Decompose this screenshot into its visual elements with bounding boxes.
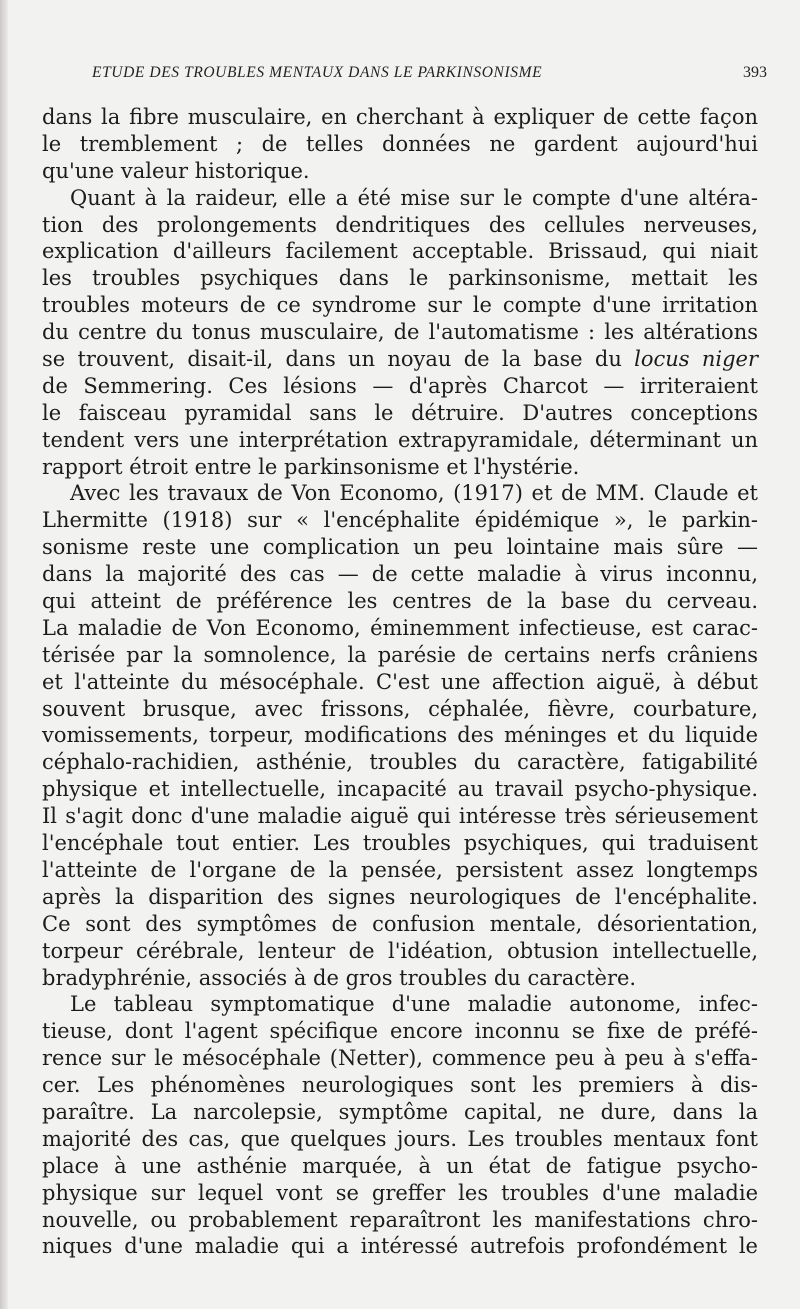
page-edge-shadow — [0, 0, 8, 1309]
text-line: dans la majorité des cas — de cette maladie à virus inconnu, — [42, 562, 758, 587]
text-line: tion des prolongements dendritiques des cellules nerveuses, — [42, 212, 758, 237]
text-line: les troubles psychiques dans le parkinsonisme, mettait les — [42, 266, 758, 291]
text-line: tendent vers une interprétation extrapyramidale, déterminant un — [42, 427, 758, 452]
text-line: après la disparition des signes neurologiques de l'encéphalite. — [42, 884, 758, 909]
text-line: sonisme reste une complication un peu lointaine mais sûre — — [42, 535, 758, 560]
text-line: souvent brusque, avec frissons, céphalée, fièvre, courbature, — [42, 696, 758, 721]
italic-term: locus niger — [634, 347, 759, 372]
text-line: torpeur cérébrale, lenteur de l'idéation, obtusion intellectuelle, — [42, 938, 758, 963]
text-line: l'encéphale tout entier. Les troubles psychiques, qui traduisent — [42, 831, 758, 856]
running-head-title: ETUDE DES TROUBLES MENTAUX DANS LE PARKINSONISME — [92, 64, 543, 81]
text-line: Avec les travaux de Von Economo, (1917) et de MM. Claude et — [70, 481, 758, 506]
text-line: La maladie de Von Economo, éminemment infectieuse, est carac- — [42, 615, 758, 640]
text-line: dans la fibre musculaire, en cherchant à expliquer de cette façon — [42, 105, 758, 129]
text-line: Il s'agit donc d'une maladie aiguë qui intéresse très sérieusement — [42, 804, 758, 829]
text-line: bradyphrénie, associés à de gros troubles du caractère. — [42, 965, 637, 990]
text-line: tieuse, dont l'agent spécifique encore inconnu se fixe de préfé- — [42, 1019, 758, 1044]
text-line: du centre du tonus musculaire, de l'automatisme : les altérations — [42, 320, 758, 345]
text-line: vomissements, torpeur, modifications des méninges et du liquide — [42, 723, 758, 748]
text-line: physique et intellectuelle, incapacité au travail psycho-physique. — [42, 777, 758, 802]
text-line: cer. Les phénomènes neurologiques sont les premiers à dis- — [42, 1073, 758, 1098]
text-line: qui atteint de préférence les centres de la base du cerveau. — [42, 589, 758, 614]
text-line: niques d'une maladie qui a intéressé autrefois profondément le — [42, 1234, 758, 1259]
text-line: rence sur le mésocéphale (Netter), commence peu à peu à s'effa- — [42, 1046, 758, 1071]
text-line: et l'atteinte du mésocéphale. C'est une affection aiguë, à début — [42, 669, 758, 694]
text-line: Lhermitte (1918) sur « l'encéphalite épidémique », le parkin- — [42, 508, 758, 533]
body-text — [42, 104, 758, 1260]
text-line: le tremblement ; de telles données ne gardent aujourd'hui — [42, 131, 758, 156]
text-line: rapport étroit entre le parkinsonisme et l'hystérie. — [42, 454, 580, 479]
text-line: Ce sont des symptômes de confusion mentale, désorientation, — [42, 911, 758, 936]
text-line: explication d'ailleurs facilement acceptable. Brissaud, qui niait — [42, 239, 758, 264]
text-line: troubles moteurs de ce syndrome sur le compte d'une irritation — [42, 293, 758, 318]
text-line: l'atteinte de l'organe de la pensée, persistent assez longtemps — [42, 857, 758, 882]
text-line: térisée par la somnolence, la parésie de certains nerfs crâniens — [42, 642, 758, 667]
text-line: paraître. La narcolepsie, symptôme capital, ne dure, dans la — [42, 1099, 758, 1124]
text-line: qu'une valeur historique. — [42, 158, 310, 183]
text-line: nouvelle, ou probablement reparaîtront les manifestations chro- — [42, 1207, 758, 1232]
text-line: céphalo-rachidien, asthénie, troubles du caractère, fatigabilité — [42, 750, 758, 775]
text-line: le faisceau pyramidal sans le détruire. D'autres conceptions — [42, 400, 758, 425]
text-line: se trouvent, disait-il, dans un noyau de la base du locus niger — [42, 347, 759, 372]
text-line: majorité des cas, que quelques jours. Les troubles mentaux font — [42, 1126, 758, 1151]
page-number: 393 — [743, 64, 767, 81]
text-line: Quant à la raideur, elle a été mise sur le compte d'une altéra- — [70, 185, 758, 210]
text-line: place à une asthénie marquée, à un état de fatigue psycho- — [42, 1153, 758, 1178]
text-line: Le tableau symptomatique d'une maladie autonome, infec- — [70, 992, 758, 1017]
text-line: physique sur lequel vont se greffer les troubles d'une maladie — [42, 1180, 758, 1205]
text-line: de Semmering. Ces lésions — d'après Charcot — irriteraient — [42, 373, 758, 398]
